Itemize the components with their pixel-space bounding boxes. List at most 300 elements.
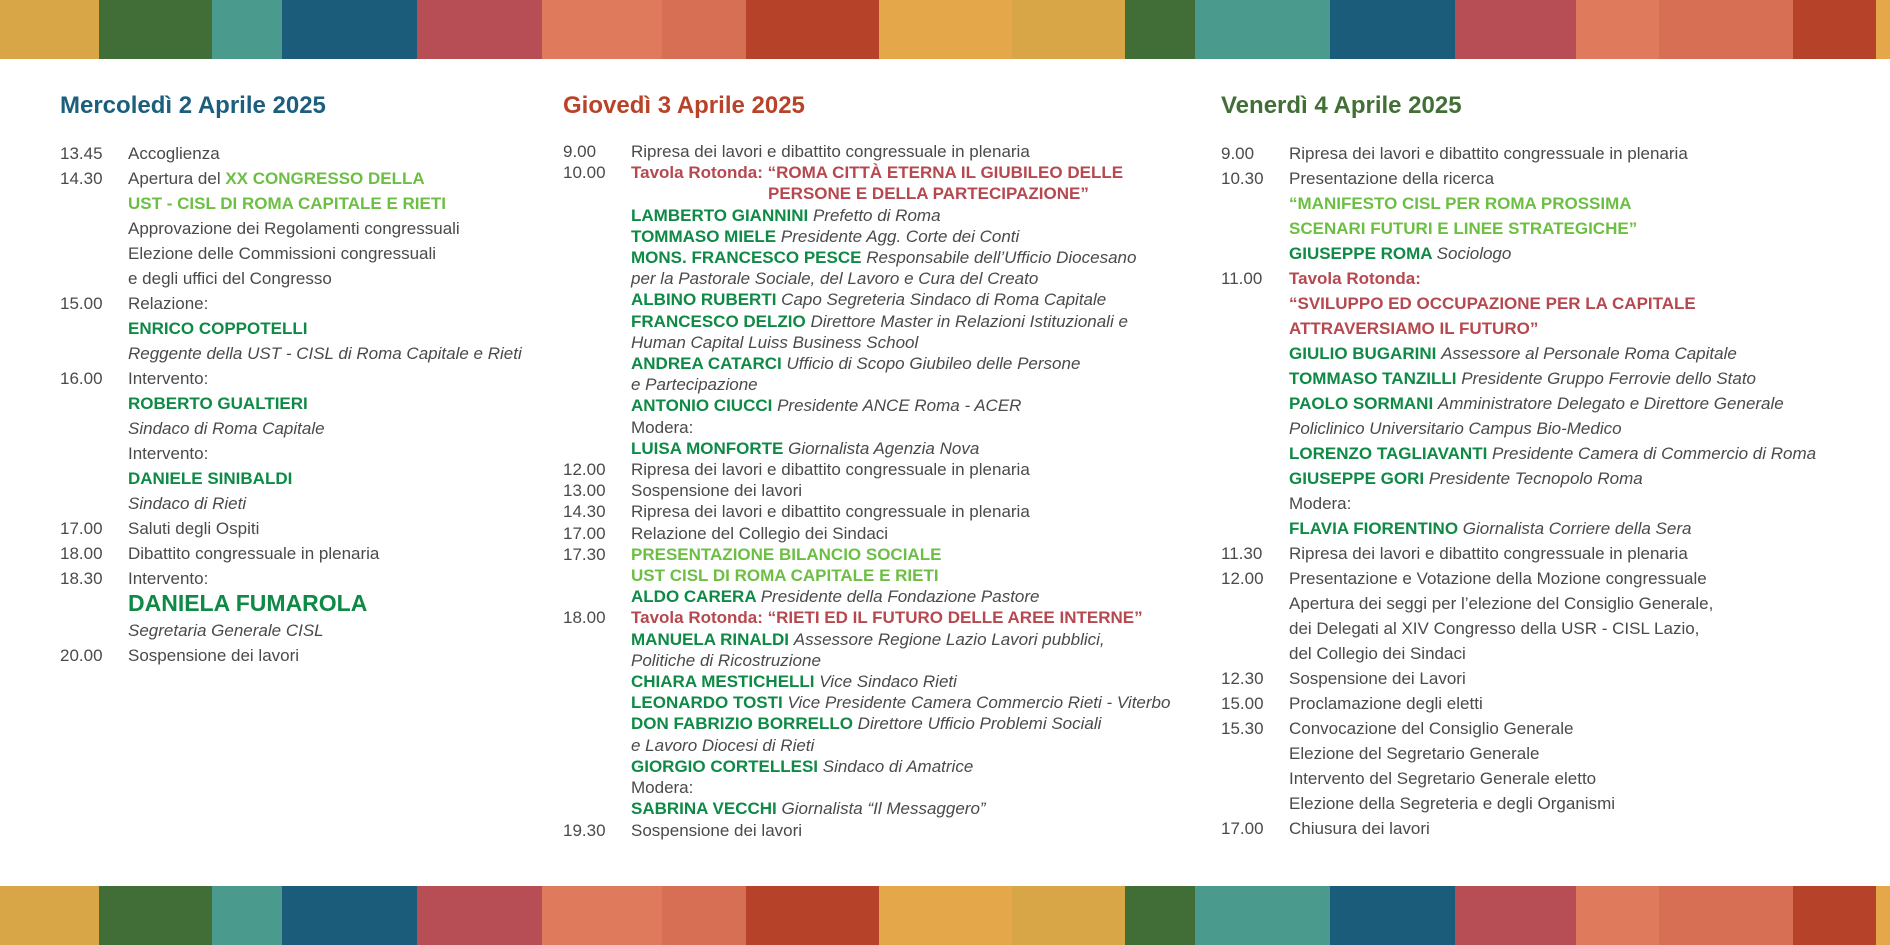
item-line xyxy=(128,291,530,316)
stripe-segment xyxy=(99,886,212,945)
speaker-name: TOMMASO MIELE xyxy=(631,226,781,246)
item-line xyxy=(631,629,1193,650)
stripe-segment xyxy=(99,0,212,59)
stripe-segment xyxy=(746,886,880,945)
speaker-name: ENRICO COPPOTELLI xyxy=(128,319,308,338)
item-line xyxy=(631,141,1193,162)
item-line xyxy=(128,316,530,341)
role-text: Giornalista “Il Messaggero” xyxy=(781,799,986,819)
schedule-item xyxy=(60,166,530,291)
role-text: Sociologo xyxy=(1436,244,1512,263)
speaker-name: DON FABRIZIO BORRELLO xyxy=(631,714,858,734)
stripe-segment xyxy=(1876,0,1890,59)
schedule-item xyxy=(563,607,1193,819)
highlight-title: UST CISL DI ROMA CAPITALE E RIETI xyxy=(631,566,939,586)
role-text: Presidente Gruppo Ferrovie dello Stato xyxy=(1461,369,1757,388)
highlight-title: PRESENTAZIONE BILANCIO SOCIALE xyxy=(631,544,942,564)
time-label: 12.00 xyxy=(563,460,606,480)
time-label: 18.00 xyxy=(563,608,606,628)
item-text: Presentazione della ricerca xyxy=(1289,169,1495,188)
time-label: 10.30 xyxy=(1221,169,1264,188)
item-text: Convocazione del Consiglio Generale xyxy=(1289,719,1574,738)
item-line xyxy=(1289,341,1861,366)
item-body xyxy=(128,541,530,566)
item-text: Intervento: xyxy=(128,369,209,388)
item-body xyxy=(128,166,530,291)
speaker-name: MONS. FRANCESCO PESCE xyxy=(631,248,867,268)
item-line xyxy=(1289,141,1861,166)
round-table-title: ATTRAVERSIAMO IL FUTURO” xyxy=(1289,319,1539,338)
day-title: Mercoledì 2 Aprile 2025 xyxy=(60,92,326,119)
item-line xyxy=(128,491,530,516)
stripe-segment xyxy=(1793,0,1876,59)
item-line xyxy=(128,366,530,391)
role-text: Giornalista Agenzia Nova xyxy=(788,438,980,458)
item-line xyxy=(631,289,1193,310)
item-line xyxy=(128,643,530,668)
item-line xyxy=(631,820,1193,841)
item-body xyxy=(631,544,1193,608)
item-line xyxy=(631,671,1193,692)
time-label: 9.00 xyxy=(563,142,597,161)
speaker-name: FRANCESCO DELZIO xyxy=(631,311,811,331)
speaker-name: SABRINA VECCHI xyxy=(631,799,782,819)
time-label: 15.30 xyxy=(1221,719,1264,738)
speaker-name: GIULIO BUGARINI xyxy=(1289,344,1442,363)
item-line xyxy=(1289,516,1861,541)
speaker-name: LUISA MONFORTE xyxy=(631,438,789,458)
stripe-segment xyxy=(1793,886,1876,945)
item-text: Ripresa dei lavori e dibattito congressuale in plenaria xyxy=(631,142,1030,161)
item-text: Sospensione dei lavori xyxy=(631,481,803,501)
item-body xyxy=(128,516,530,541)
role-text: Ufficio di Scopo Giubileo delle Persone xyxy=(786,354,1081,374)
item-text: Apertura dei seggi per l’elezione del Consiglio Generale, xyxy=(1289,594,1714,613)
item-line xyxy=(1289,266,1861,291)
item-text: Elezione delle Commissioni congressuali xyxy=(128,244,437,263)
role-text: Segretaria Generale CISL xyxy=(128,621,324,640)
item-text: Relazione: xyxy=(128,294,209,313)
time-label: 13.45 xyxy=(60,144,103,163)
role-text: Sindaco di Rieti xyxy=(128,494,247,513)
item-text: Chiusura dei lavori xyxy=(1289,819,1430,838)
item-line xyxy=(1289,716,1861,741)
item-text: Sospensione dei lavori xyxy=(128,646,300,665)
item-line xyxy=(1289,541,1861,566)
top-color-stripe xyxy=(0,0,1890,59)
item-line xyxy=(128,191,530,216)
schedule-item xyxy=(1221,691,1861,716)
role-text: Sindaco di Roma Capitale xyxy=(128,419,325,438)
item-body xyxy=(1289,541,1861,566)
item-text: dei Delegati al XIV Congresso della USR - CISL Lazio, xyxy=(1289,619,1700,638)
schedule-list xyxy=(60,141,530,668)
speaker-name: GIUSEPPE GORI xyxy=(1289,469,1429,488)
time-label: 9.00 xyxy=(1221,144,1255,163)
item-body xyxy=(1289,666,1861,691)
time-label: 13.00 xyxy=(563,481,606,501)
speaker-name: ANDREA CATARCI xyxy=(631,354,787,374)
role-text: Vice Sindaco Rieti xyxy=(819,672,957,692)
item-line xyxy=(631,226,1193,247)
schedule-item xyxy=(60,643,530,668)
item-line xyxy=(128,266,530,291)
time-label: 19.30 xyxy=(563,820,606,840)
item-body xyxy=(1289,691,1861,716)
round-table-title: Tavola Rotonda: xyxy=(1289,269,1421,288)
item-text: Intervento del Segretario Generale eletto xyxy=(1289,769,1597,788)
item-line xyxy=(631,268,1193,289)
item-body xyxy=(631,607,1193,819)
stripe-segment xyxy=(417,0,542,59)
role-text: Presidente ANCE Roma - ACER xyxy=(777,396,1022,416)
stripe-segment xyxy=(542,0,662,59)
schedule-item xyxy=(1221,566,1861,666)
speaker-name: DANIELE SINIBALDI xyxy=(128,469,293,488)
item-line xyxy=(1289,316,1861,341)
item-body xyxy=(631,162,1193,459)
item-line xyxy=(1289,741,1861,766)
role-text: e Partecipazione xyxy=(631,375,758,395)
highlight-title: SCENARI FUTURI E LINEE STRATEGICHE” xyxy=(1289,219,1638,238)
schedule-list xyxy=(1221,141,1861,841)
item-text: Elezione del Segretario Generale xyxy=(1289,744,1540,763)
item-line xyxy=(128,391,530,416)
item-body xyxy=(128,566,530,643)
item-body xyxy=(1289,166,1861,266)
item-line xyxy=(128,416,530,441)
item-line xyxy=(631,417,1193,438)
role-text: Sindaco di Amatrice xyxy=(822,756,974,776)
item-text: Elezione della Segreteria e degli Organismi xyxy=(1289,794,1616,813)
item-text: Sospensione dei Lavori xyxy=(1289,669,1466,688)
speaker-name: LORENZO TAGLIAVANTI xyxy=(1289,444,1493,463)
item-line xyxy=(631,756,1193,777)
schedule-item xyxy=(1221,166,1861,266)
time-label: 15.00 xyxy=(60,294,103,313)
role-text: Presidente Agg. Corte dei Conti xyxy=(780,226,1020,246)
time-label: 11.00 xyxy=(1221,269,1263,288)
stripe-segment xyxy=(0,0,99,59)
stripe-segment xyxy=(542,886,662,945)
item-line xyxy=(631,777,1193,798)
item-body xyxy=(1289,141,1861,166)
role-text: per la Pastorale Sociale, del Lavoro e Cura del Creato xyxy=(631,269,1039,289)
day-column-wednesday xyxy=(60,88,530,668)
item-line xyxy=(631,353,1193,374)
stripe-segment xyxy=(282,886,416,945)
highlight-title: XX CONGRESSO DELLA xyxy=(225,169,425,188)
stripe-segment xyxy=(1125,886,1195,945)
highlight-title: UST - CISL DI ROMA CAPITALE E RIETI xyxy=(128,194,446,213)
role-text: Assessore Regione Lazio Lavori pubblici, xyxy=(793,629,1105,649)
stripe-segment xyxy=(1125,0,1195,59)
stripe-segment xyxy=(212,886,282,945)
day-title: Giovedì 3 Aprile 2025 xyxy=(563,92,805,119)
role-text: Presidente Camera di Commercio di Roma xyxy=(1492,444,1817,463)
item-body xyxy=(631,523,1193,544)
item-line xyxy=(631,183,1193,204)
schedule-item xyxy=(60,541,530,566)
item-line xyxy=(1289,416,1861,441)
item-body xyxy=(128,366,530,516)
item-line xyxy=(1289,241,1861,266)
item-text: Modera: xyxy=(631,417,694,437)
round-table-title: Tavola Rotonda: “RIETI ED IL FUTURO DELLE AREE INTERNE” xyxy=(631,608,1143,628)
stripe-segment xyxy=(417,886,542,945)
speaker-name: PAOLO SORMANI xyxy=(1289,394,1438,413)
item-body xyxy=(631,141,1193,162)
item-line xyxy=(1289,191,1861,216)
speaker-name: ANTONIO CIUCCI xyxy=(631,396,778,416)
item-line xyxy=(1289,691,1861,716)
speaker-name: MANUELA RINALDI xyxy=(631,629,794,649)
schedule-item xyxy=(60,141,530,166)
stripe-segment xyxy=(1195,886,1329,945)
stripe-segment xyxy=(879,886,1012,945)
bottom-color-stripe xyxy=(0,886,1890,945)
time-label: 12.00 xyxy=(1221,569,1264,588)
speaker-name: ALBINO RUBERTI xyxy=(631,290,782,310)
time-label: 18.00 xyxy=(60,544,103,563)
item-line xyxy=(1289,616,1861,641)
item-line xyxy=(631,523,1193,544)
item-line xyxy=(631,247,1193,268)
schedule-item xyxy=(1221,666,1861,691)
role-text: Politiche di Ricostruzione xyxy=(631,650,821,670)
item-line xyxy=(1289,366,1861,391)
stripe-segment xyxy=(1659,0,1793,59)
item-line xyxy=(1289,216,1861,241)
item-line xyxy=(1289,566,1861,591)
item-line xyxy=(128,466,530,491)
role-text: Vice Presidente Camera Commercio Rieti - Viterbo xyxy=(787,693,1171,713)
stripe-segment xyxy=(879,0,1012,59)
speaker-name: CHIARA MESTICHELLI xyxy=(631,672,820,692)
item-line xyxy=(1289,491,1861,516)
round-table-title: PERSONE E DELLA PARTECIPAZIONE” xyxy=(768,184,1089,204)
role-text: Responsabile dell’Ufficio Diocesano xyxy=(866,248,1137,268)
item-text: Saluti degli Ospiti xyxy=(128,519,260,538)
stripe-segment xyxy=(662,0,745,59)
item-text: Presentazione e Votazione della Mozione congressuale xyxy=(1289,569,1707,588)
schedule-item xyxy=(563,459,1193,480)
item-body xyxy=(631,459,1193,480)
time-label: 17.00 xyxy=(1221,819,1264,838)
item-text: Approvazione dei Regolamenti congressuali xyxy=(128,219,460,238)
item-text: Ripresa dei lavori e dibattito congressuale in plenaria xyxy=(1289,544,1688,563)
role-text: Amministratore Delegato e Direttore Generale xyxy=(1437,394,1784,413)
schedule-item xyxy=(1221,816,1861,841)
schedule-item xyxy=(563,820,1193,841)
item-text: Modera: xyxy=(631,778,694,798)
schedule-item xyxy=(60,566,530,643)
time-label: 14.30 xyxy=(60,169,103,188)
stripe-segment xyxy=(662,886,745,945)
role-text: Capo Segreteria Sindaco di Roma Capitale xyxy=(781,290,1107,310)
time-label: 15.00 xyxy=(1221,694,1264,713)
item-line xyxy=(631,586,1193,607)
speaker-name: GIUSEPPE ROMA xyxy=(1289,244,1437,263)
stripe-segment xyxy=(1330,0,1455,59)
schedule-item xyxy=(1221,541,1861,566)
item-line xyxy=(631,692,1193,713)
speaker-name: DANIELA FUMAROLA xyxy=(128,590,368,616)
item-body xyxy=(631,501,1193,522)
day-title: Venerdì 4 Aprile 2025 xyxy=(1221,92,1462,119)
item-text: Sospensione dei lavori xyxy=(631,820,803,840)
item-line xyxy=(1289,166,1861,191)
speaker-name: ROBERTO GUALTIERI xyxy=(128,394,308,413)
item-text: Relazione del Collegio dei Sindaci xyxy=(631,523,889,543)
stripe-segment xyxy=(1195,0,1329,59)
stripe-segment xyxy=(1455,0,1575,59)
time-label: 14.30 xyxy=(563,502,606,522)
schedule-item xyxy=(563,523,1193,544)
stripe-segment xyxy=(1330,886,1455,945)
item-body xyxy=(1289,816,1861,841)
item-line xyxy=(1289,591,1861,616)
time-label: 17.00 xyxy=(563,523,606,543)
schedule-item xyxy=(1221,716,1861,816)
stripe-segment xyxy=(282,0,416,59)
schedule-item xyxy=(563,501,1193,522)
schedule-item xyxy=(563,480,1193,501)
stripe-segment xyxy=(1659,886,1793,945)
stripe-segment xyxy=(1012,886,1125,945)
item-line xyxy=(631,374,1193,395)
time-label: 12.30 xyxy=(1221,669,1264,688)
role-text: Assessore al Personale Roma Capitale xyxy=(1441,344,1737,363)
schedule-list xyxy=(563,141,1193,841)
item-line xyxy=(128,241,530,266)
item-line xyxy=(1289,766,1861,791)
item-line xyxy=(631,438,1193,459)
schedule-item xyxy=(1221,266,1861,541)
schedule-item xyxy=(563,162,1193,459)
role-text: Direttore Master in Relazioni Istituzionali e xyxy=(810,311,1128,331)
item-text: Modera: xyxy=(1289,494,1352,513)
schedule-item xyxy=(60,366,530,516)
stripe-segment xyxy=(1455,886,1575,945)
item-line xyxy=(1289,391,1861,416)
time-label: 16.00 xyxy=(60,369,103,388)
item-line xyxy=(1289,666,1861,691)
item-line xyxy=(631,332,1193,353)
time-label: 10.00 xyxy=(563,163,606,183)
item-line xyxy=(631,735,1193,756)
time-label: 11.30 xyxy=(1221,544,1263,563)
item-text: Ripresa dei lavori e dibattito congressuale in plenaria xyxy=(1289,144,1688,163)
item-line xyxy=(631,544,1193,565)
stripe-segment xyxy=(746,0,880,59)
item-line xyxy=(128,141,530,166)
item-line xyxy=(631,565,1193,586)
item-line xyxy=(631,713,1193,734)
item-line xyxy=(128,166,530,191)
speaker-name: LEONARDO TOSTI xyxy=(631,693,788,713)
item-line xyxy=(1289,441,1861,466)
item-line xyxy=(128,441,530,466)
item-line xyxy=(1289,641,1861,666)
item-body xyxy=(631,480,1193,501)
item-line xyxy=(1289,466,1861,491)
item-body xyxy=(631,820,1193,841)
time-label: 17.30 xyxy=(563,544,606,564)
role-text: Giornalista Corriere della Sera xyxy=(1462,519,1692,538)
role-text: Prefetto di Roma xyxy=(812,205,941,225)
speaker-name: FLAVIA FIORENTINO xyxy=(1289,519,1463,538)
speaker-name: ALDO CARERA xyxy=(631,587,761,607)
role-text: Presidente Tecnopolo Roma xyxy=(1428,469,1643,488)
role-text: Reggente della UST - CISL di Roma Capitale e Rieti xyxy=(128,344,522,363)
time-label: 18.30 xyxy=(60,569,103,588)
speaker-name: GIORGIO CORTELLESI xyxy=(631,756,823,776)
item-line xyxy=(631,650,1193,671)
stripe-segment xyxy=(1576,0,1659,59)
item-line xyxy=(631,205,1193,226)
item-body xyxy=(1289,566,1861,666)
stripe-segment xyxy=(1012,0,1125,59)
item-line xyxy=(128,216,530,241)
item-text: Dibattito congressuale in plenaria xyxy=(128,544,380,563)
item-text: e degli uffici del Congresso xyxy=(128,269,332,288)
item-line xyxy=(631,395,1193,416)
item-text: Ripresa dei lavori e dibattito congressuale in plenaria xyxy=(631,502,1030,522)
item-line xyxy=(1289,816,1861,841)
speaker-name: LAMBERTO GIANNINI xyxy=(631,205,813,225)
round-table-title: Tavola Rotonda: “ROMA CITTÀ ETERNA IL GIUBILEO DELLE xyxy=(631,163,1124,183)
stripe-segment xyxy=(1876,886,1890,945)
item-line xyxy=(631,501,1193,522)
item-text: Intervento: xyxy=(128,569,209,588)
role-text: Policlinico Universitario Campus Bio-Medico xyxy=(1289,419,1622,438)
item-text: del Collegio dei Sindaci xyxy=(1289,644,1466,663)
item-line xyxy=(1289,791,1861,816)
item-body xyxy=(1289,716,1861,816)
item-line xyxy=(631,480,1193,501)
item-body xyxy=(128,643,530,668)
role-text: Direttore Ufficio Problemi Sociali xyxy=(857,714,1102,734)
schedule-item xyxy=(563,141,1193,162)
item-text: Apertura del xyxy=(128,169,226,188)
time-label: 17.00 xyxy=(60,519,103,538)
day-column-thursday xyxy=(563,88,1193,841)
schedule-item xyxy=(60,516,530,541)
item-line xyxy=(631,311,1193,332)
item-line xyxy=(1289,291,1861,316)
item-line xyxy=(128,341,530,366)
item-body xyxy=(128,291,530,366)
schedule-item xyxy=(60,291,530,366)
schedule-item xyxy=(1221,141,1861,166)
item-text: Ripresa dei lavori e dibattito congressuale in plenaria xyxy=(631,460,1030,480)
item-text: Accoglienza xyxy=(128,144,220,163)
item-text: Intervento: xyxy=(128,444,209,463)
day-column-friday xyxy=(1221,88,1861,841)
item-line xyxy=(128,516,530,541)
item-line xyxy=(128,591,530,618)
item-line xyxy=(631,607,1193,628)
highlight-title: “MANIFESTO CISL PER ROMA PROSSIMA xyxy=(1289,194,1632,213)
item-line xyxy=(631,459,1193,480)
item-body xyxy=(128,141,530,166)
stripe-segment xyxy=(0,886,99,945)
stripe-segment xyxy=(212,0,282,59)
role-text: e Lavoro Diocesi di Rieti xyxy=(631,735,815,755)
speaker-name: TOMMASO TANZILLI xyxy=(1289,369,1462,388)
item-body xyxy=(1289,266,1861,541)
